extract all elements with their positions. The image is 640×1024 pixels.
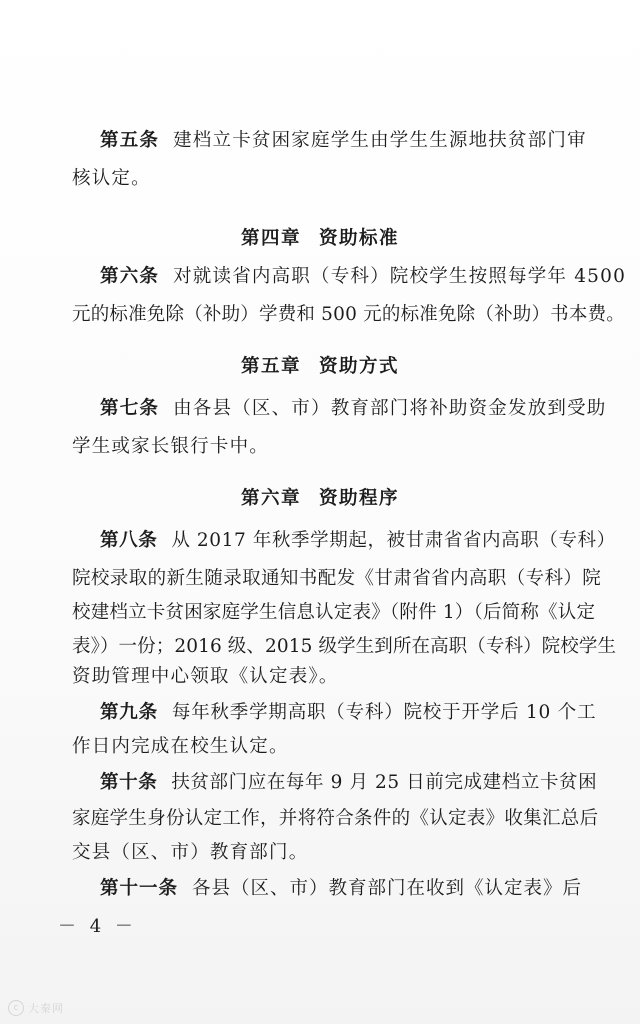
article-6-label: 第六条 <box>100 266 160 287</box>
article-8-line-2: 院校录取的新生随录取通知书配发《甘肃省省内高职（专科）院 <box>72 568 602 589</box>
article-8-line-3: 校建档立卡贫困家庭学生信息认定表》（附件 1）（后简称《认定 <box>72 602 596 623</box>
article-8-line-5: 资助管理中心领取《认定表》。 <box>72 666 339 687</box>
circle-c-icon: c <box>8 1000 24 1016</box>
article-10-label: 第十条 <box>100 772 158 793</box>
chapter-4-heading <box>0 226 640 252</box>
article-5-line-2: 核认定。 <box>72 168 151 189</box>
article-10-line-2: 家庭学生身份认定工作，并将符合条件的《认定表》收集汇总后 <box>72 808 599 829</box>
chapter-4-title: 资助标准 <box>319 228 400 249</box>
article-11-label: 第十一条 <box>100 878 179 899</box>
chapter-5-heading <box>0 354 640 380</box>
article-8-text: 从 2017 年秋季学期起，被甘肃省省内高职（专科） <box>171 530 616 551</box>
chapter-6-number: 第六章 <box>240 488 301 509</box>
chapter-5-number: 第五章 <box>240 356 301 377</box>
article-8-label: 第八条 <box>100 530 158 551</box>
page-number: － 4 － <box>58 916 137 937</box>
article-6-line-1 <box>100 264 627 290</box>
article-10-text: 扶贫部门应在每年 9 月 25 日前完成建档立卡贫困 <box>171 772 598 793</box>
watermark <box>8 998 64 1018</box>
article-11-line-1 <box>100 876 592 902</box>
article-6-line-2: 元的标准免除（补助）学费和 500 元的标准免除（补助）书本费。 <box>72 304 625 325</box>
article-5-text: 建档立卡贫困家庭学生由学生生源地扶贫部门审 <box>173 130 587 151</box>
article-5-line-1 <box>100 128 592 154</box>
article-10-line-3: 交县（区、市）教育部门。 <box>72 842 309 863</box>
article-10-line-1 <box>100 770 598 796</box>
article-8-line-1 <box>100 528 616 554</box>
article-5-label: 第五条 <box>100 130 160 151</box>
chapter-4-number: 第四章 <box>240 228 301 249</box>
watermark-text: 大秦网 <box>28 1002 64 1015</box>
article-9-label: 第九条 <box>100 702 158 723</box>
article-11-text: 各县（区、市）教育部门在收到《认定表》后 <box>192 878 583 899</box>
article-7-line-2: 学生或家长银行卡中。 <box>72 436 270 457</box>
chapter-6-heading <box>0 486 640 512</box>
article-6-text: 对就读省内高职（专科）院校学生按照每学年 4500 <box>173 266 627 287</box>
article-9-line-1 <box>100 700 597 726</box>
article-8-line-4: 表》）一份；2016 级、2015 级学生到所在高职（专科）院校学生 <box>72 636 617 657</box>
article-7-label: 第七条 <box>100 398 160 419</box>
article-7-text: 由各县（区、市）教育部门将补助资金发放到受助 <box>173 398 607 419</box>
article-7-line-1 <box>100 396 607 422</box>
article-9-text: 每年秋季学期高职（专科）院校于开学后 10 个工 <box>171 702 597 723</box>
article-9-line-2: 作日内完成在校生认定。 <box>72 736 289 757</box>
chapter-6-title: 资助程序 <box>319 488 400 509</box>
chapter-5-title: 资助方式 <box>319 356 400 377</box>
